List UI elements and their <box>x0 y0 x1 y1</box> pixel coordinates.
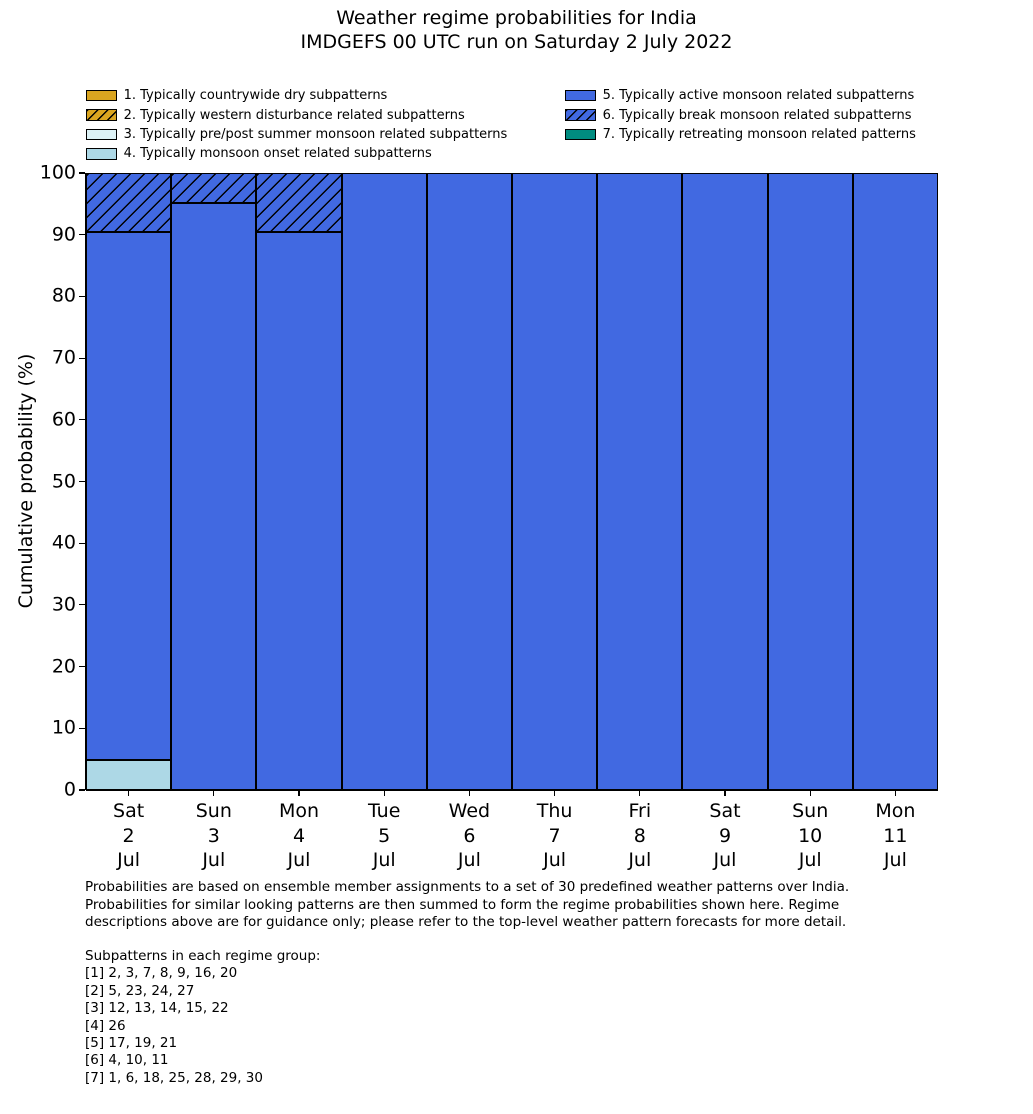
x-tick-line: 3 <box>207 824 220 847</box>
y-tick-mark <box>79 666 85 667</box>
x-tick-line: 11 <box>883 824 908 847</box>
x-tick-mark <box>639 790 640 796</box>
bar-segment <box>86 760 171 790</box>
y-tick-mark <box>79 728 85 729</box>
y-tick-mark <box>79 419 85 420</box>
subpatterns-list <box>85 948 320 1087</box>
y-tick-mark <box>79 172 85 173</box>
footer-line: descriptions above are for guidance only; please refer to the top-level weather pattern forecasts for more detail. <box>85 914 847 931</box>
x-tick-line: Wed <box>448 800 491 822</box>
x-tick-mark <box>724 790 725 796</box>
bar <box>768 173 853 790</box>
subpattern-line: [4] 26 <box>85 1017 126 1034</box>
subpattern-line: [5] 17, 19, 21 <box>85 1035 178 1052</box>
subpattern-line: [1] 2, 3, 7, 8, 9, 16, 20 <box>85 965 238 982</box>
subpattern-line: [2] 5, 23, 24, 27 <box>85 982 195 999</box>
bar <box>597 173 682 790</box>
legend-column-left <box>86 86 507 164</box>
x-axis-spine <box>86 789 938 790</box>
y-tick-mark <box>79 481 85 482</box>
bar <box>427 173 512 790</box>
chart-subtitle: IMDGEFS 00 UTC run on Saturday 2 July 2022 <box>300 31 733 53</box>
subpatterns-title: Subpatterns in each regime group: <box>85 948 321 964</box>
x-tick-mark <box>298 790 299 796</box>
y-tick-mark <box>79 543 85 544</box>
y-axis-label: Cumulative probability (%) <box>15 353 37 609</box>
bar-segment <box>342 173 427 790</box>
x-tick-line: Jul <box>798 849 822 871</box>
y-tick-label: 30 <box>51 593 76 616</box>
bar-segment <box>256 232 341 790</box>
bar-segment <box>86 232 171 761</box>
subpattern-line: [3] 12, 13, 14, 15, 22 <box>85 1000 229 1017</box>
y-tick-label: 50 <box>51 470 76 493</box>
y-tick-mark <box>79 789 85 790</box>
hatched-swatch-icon <box>565 109 596 121</box>
bar-segment-hatched <box>171 173 256 203</box>
legend-item <box>86 86 507 105</box>
color-swatch-icon <box>565 90 596 102</box>
bar <box>512 173 597 790</box>
color-swatch-icon <box>565 129 596 141</box>
color-swatch-icon <box>86 129 117 141</box>
y-tick-label: 40 <box>51 531 76 554</box>
y-tick-mark <box>79 604 85 605</box>
y-tick-mark <box>79 234 85 235</box>
bar <box>86 173 171 790</box>
x-tick-mark <box>128 790 129 796</box>
x-tick-line: 10 <box>798 824 823 847</box>
bar-segment-hatched <box>256 173 341 232</box>
x-tick-mark <box>384 790 385 796</box>
legend-item <box>565 86 916 105</box>
x-tick-line: Sat <box>709 800 741 822</box>
x-tick-line: Jul <box>628 849 652 871</box>
bar <box>256 173 341 790</box>
bar-segment <box>512 173 597 790</box>
y-tick-label: 10 <box>51 716 76 739</box>
x-tick-mark <box>213 790 214 796</box>
plot-area <box>39 161 938 871</box>
legend-label: 2. Typically western disturbance related subpatterns <box>123 107 465 123</box>
x-tick-line: Jul <box>202 849 226 871</box>
y-tick-label: 100 <box>39 161 76 184</box>
footer-line: Probabilities for similar looking patterns are then summed to form the regime probabilities shown here. Regime <box>85 896 840 913</box>
legend-item <box>565 125 916 144</box>
footer-paragraph <box>85 879 849 932</box>
x-tick-line: Jul <box>713 849 737 871</box>
x-tick-line: Jul <box>883 849 907 871</box>
bar-segment <box>682 173 767 790</box>
x-tick-label <box>628 799 651 873</box>
x-tick-line: Jul <box>117 849 141 871</box>
bar-segment <box>768 173 853 790</box>
legend-label: 1. Typically countrywide dry subpatterns <box>123 88 388 104</box>
bar-segment-hatched <box>86 173 171 232</box>
x-tick-line: Sun <box>792 800 829 822</box>
x-tick-label <box>113 799 144 873</box>
x-tick-line: Sat <box>113 800 145 822</box>
x-tick-mark <box>895 790 896 796</box>
y-tick-label: 0 <box>63 778 76 801</box>
x-tick-line: 9 <box>718 824 732 847</box>
bar-segment <box>427 173 512 790</box>
bar <box>853 173 938 790</box>
x-tick-line: Sun <box>195 800 232 822</box>
x-tick-line: 8 <box>633 824 646 847</box>
x-tick-line: Jul <box>372 849 396 871</box>
x-tick-line: Tue <box>367 800 401 822</box>
y-tick-mark <box>79 296 85 297</box>
x-tick-line: 2 <box>122 824 135 847</box>
legend-label: 4. Typically monsoon onset related subpatterns <box>123 146 432 162</box>
bar-segment <box>853 173 938 790</box>
x-tick-line: 4 <box>292 824 306 847</box>
legend-column-right <box>565 86 916 144</box>
x-tick-line: 5 <box>378 824 391 847</box>
x-tick-line: Fri <box>628 800 652 822</box>
subpattern-line: [6] 4, 10, 11 <box>85 1052 169 1069</box>
x-tick-mark <box>810 790 811 796</box>
x-tick-label <box>875 799 915 873</box>
x-tick-label <box>368 799 400 873</box>
subpattern-line: [7] 1, 6, 18, 25, 28, 29, 30 <box>85 1069 263 1086</box>
hatched-swatch-icon <box>86 109 117 121</box>
y-tick-label: 20 <box>51 655 76 678</box>
legend-label: 6. Typically break monsoon related subpatterns <box>602 107 912 123</box>
y-tick-mark <box>79 358 85 359</box>
footer-line: Probabilities are based on ensemble member assignments to a set of 30 predefined weather patterns over India. <box>85 879 850 895</box>
x-tick-line: Jul <box>457 849 481 871</box>
legend-item <box>86 105 507 124</box>
x-tick-line: Mon <box>278 800 320 822</box>
x-tick-label <box>449 799 490 873</box>
x-tick-line: Jul <box>543 849 567 871</box>
x-tick-line: Jul <box>287 849 311 871</box>
bar <box>171 173 256 790</box>
x-tick-label <box>279 799 319 873</box>
y-tick-label: 80 <box>51 284 76 307</box>
bar-segment <box>597 173 682 790</box>
y-tick-label: 90 <box>51 223 76 246</box>
legend-item <box>86 125 507 144</box>
bar <box>682 173 767 790</box>
x-tick-label <box>196 799 232 873</box>
y-tick-label: 70 <box>51 346 76 369</box>
legend-label: 3. Typically pre/post summer monsoon related subpatterns <box>123 126 508 142</box>
y-axis-spine <box>85 173 86 790</box>
x-tick-line: Mon <box>875 800 916 822</box>
legend-item <box>565 105 916 124</box>
x-tick-mark <box>469 790 470 796</box>
y-tick-label: 60 <box>51 408 76 431</box>
x-tick-line: 6 <box>463 824 476 847</box>
x-tick-label <box>537 799 573 873</box>
x-tick-mark <box>554 790 555 796</box>
bar-segment <box>171 203 256 790</box>
bar <box>342 173 427 790</box>
x-tick-label <box>709 799 740 873</box>
chart-title: Weather regime probabilities for India <box>336 7 697 29</box>
x-tick-label <box>792 799 828 873</box>
legend-label: 7. Typically retreating monsoon related patterns <box>602 126 916 142</box>
x-tick-line: Thu <box>536 800 573 822</box>
color-swatch-icon <box>86 90 117 102</box>
legend-label: 5. Typically active monsoon related subpatterns <box>602 88 915 104</box>
color-swatch-icon <box>86 148 117 160</box>
legend-item <box>86 144 507 163</box>
x-tick-line: 7 <box>548 824 561 847</box>
